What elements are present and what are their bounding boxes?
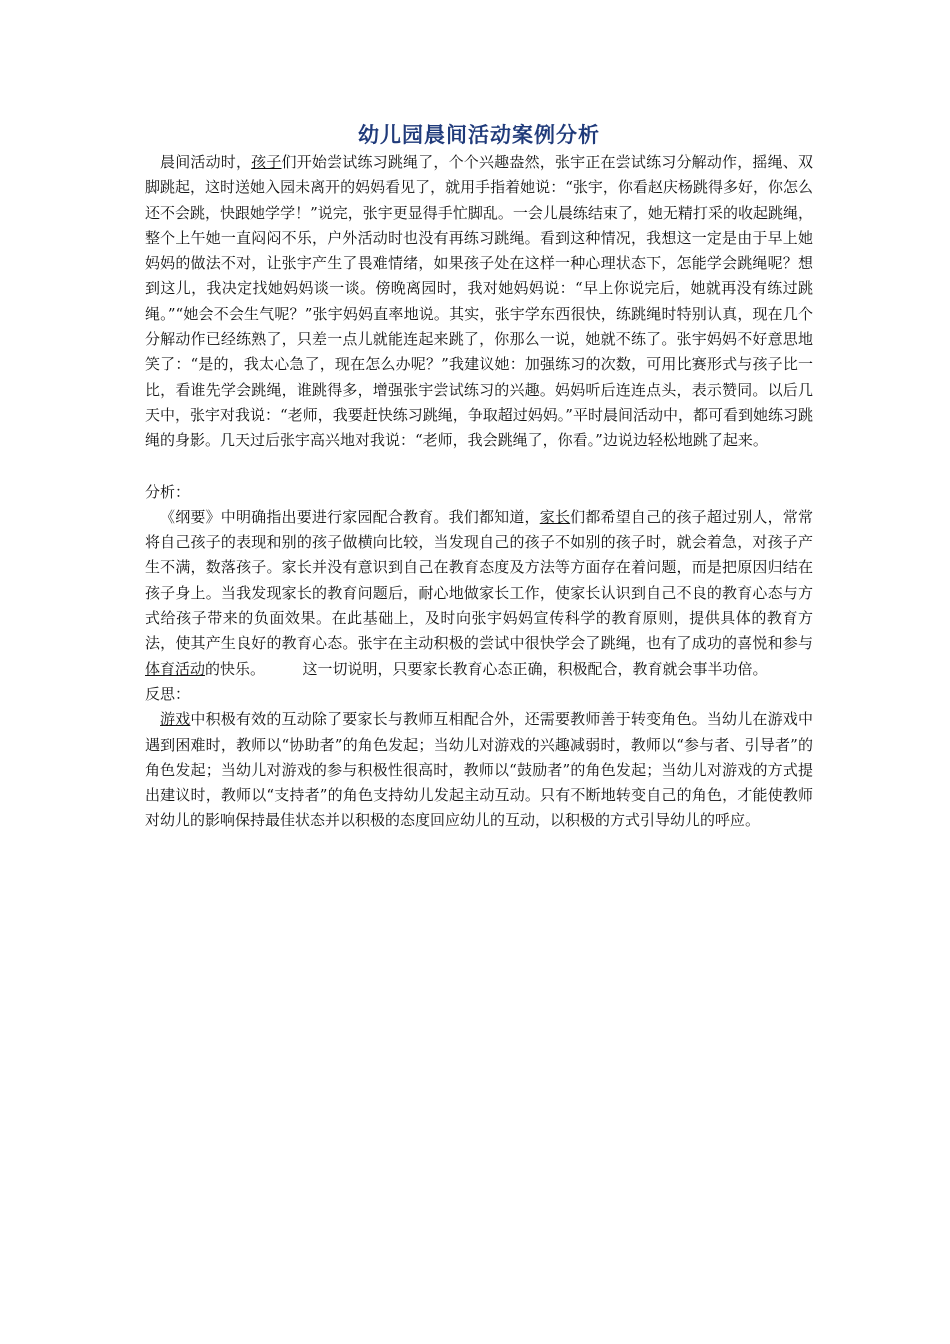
reflection-label: 反思： <box>145 684 191 703</box>
reflection-paragraph <box>145 707 813 833</box>
analysis-paragraph <box>145 505 813 682</box>
analysis-text-start: 《纲要》中明确指出要进行家园配合教育。我们都知道， <box>160 507 540 526</box>
analysis-text-end: 的快乐。 这一切说明，只要家长教育心态正确，积极配合，教育就会事半功倍。 <box>205 659 768 678</box>
case-paragraph <box>145 150 813 454</box>
link-sports-activity[interactable]: 体育活动 <box>145 659 206 678</box>
link-children[interactable]: 孩子 <box>251 153 282 171</box>
case-text-body: 们开始尝试练习跳绳了，个个兴趣盎然，张宇正在尝试练习分解动作，摇绳、双脚跳起，这时送她入园未离开的妈妈看见了，就用手指着她说：“张宇，你看赵庆杨跳得多好，你怎么还不会跳，快跟她学学！”说完，张宇更显得手忙脚乱。一会儿晨练结束了，她无精打采的收起跳绳，整个上午她一直闷闷不乐，户外活动时也没有再练习跳绳。看到这种情况，我想这一定是由于早上她妈妈的做法不对，让张宇产生了畏难情绪，如果孩子处在这样一种心理状态下，怎能学会跳绳呢？想到这儿，我决定找她妈妈谈一谈。傍晚离园时，我对她妈妈说：“早上你说完后，她就再没有练过跳绳。”“她会不会生气呢？”张宇妈妈直率地说。其实，张宇学东西很快，练跳绳时特别认真，现在几个分解动作已经练熟了，只差一点儿就能连起来跳了，你那么一说，她就不练了。张宇妈妈不好意思地笑了：“是的，我太心急了，现在怎么办呢？”我建议她：加强练习的次数，可用比赛形式与孩子比一比，看谁先学会跳绳，谁跳得多，增强张宇尝试练习的兴趣。妈妈听后连连点头，表示赞同。以后几天中，张宇对我说：“老师，我要赶快练习跳绳，争取超过妈妈。”平时晨间活动中，都可看到她练习跳绳的身影。几天过后张宇高兴地对我说：“老师，我会跳绳了，你看。”边说边轻松地跳了起来。 <box>145 153 813 450</box>
document-page <box>145 120 813 834</box>
analysis-text-body: 们都希望自己的孩子超过别人，常常将自己孩子的表现和别的孩子做横向比较，当发现自己的孩子不如别的孩子时，就会着急，对孩子产生不满，数落孩子。家长并没有意识到自己在教育态度及方法等方面存在着问题，而是把原因归结在孩子身上。当我发现家长的教育问题后，耐心地做家长工作，使家长认识到自己不良的教育心态与方式给孩子带来的负面效果。在此基础上，及时向张宇妈妈宣传科学的教育原则，提供具体的教育方法，使其产生良好的教育心态。张宇在主动积极的尝试中很快学会了跳绳，也有了成功的喜悦和参与 <box>145 507 813 653</box>
case-text-start: 晨间活动时， <box>160 153 252 171</box>
document-title: 幼儿园晨间活动案例分析 <box>358 123 600 147</box>
spacer <box>145 454 813 480</box>
reflection-text-body: 中积极有效的互动除了要家长与教师互相配合外，还需要教师善于转变角色。当幼儿在游戏中遇到困难时，教师以“协助者”的角色发起；当幼儿对游戏的兴趣减弱时，教师以“参与者、引导者”的角色发起；当幼儿对游戏的参与积极性很高时，教师以“鼓励者”的角色发起；当幼儿对游戏的方式提出建议时，教师以“支持者”的角色支持幼儿发起主动互动。只有不断地转变自己的角色，才能使教师对幼儿的影响保持最佳状态并以积极的态度回应幼儿的互动，以积极的方式引导幼儿的呼应。 <box>145 710 813 830</box>
link-games[interactable]: 游戏 <box>160 710 191 729</box>
analysis-label: 分析： <box>145 482 191 501</box>
link-parents[interactable]: 家长 <box>539 507 571 526</box>
